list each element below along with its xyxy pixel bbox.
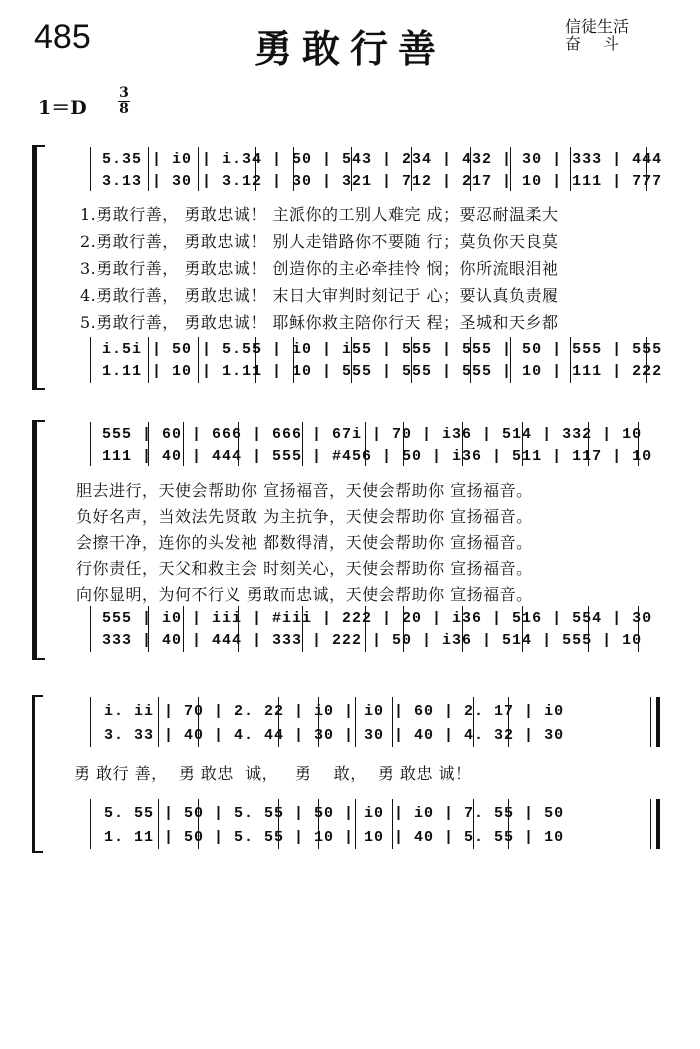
source-line-2: 奋斗 bbox=[565, 34, 642, 53]
hymn-number: 485 bbox=[34, 18, 91, 56]
lyric-verse-5: 5.勇敢行善， 勇敢忠诚！ 耶稣你救主陪你行天 程；圣城和天乡都 bbox=[80, 313, 559, 332]
system-brace bbox=[32, 420, 45, 660]
system-brace bbox=[32, 145, 45, 390]
lyric-verse-1: 1.勇敢行善， 勇敢忠诚！ 主派你的工别人难完 成；要忍耐温柔大 bbox=[80, 205, 559, 224]
final-barline bbox=[650, 799, 660, 849]
time-top: 3 bbox=[119, 85, 129, 101]
final-barline bbox=[650, 697, 660, 747]
score-system-1 bbox=[32, 145, 666, 390]
page-title: 勇敢行善 bbox=[253, 26, 446, 71]
lyric-verse-5: 向你显明，为何不行义 勇敢而忠诚，天使会帮助你 宣扬福音。 bbox=[76, 585, 533, 604]
alto-line: 3. 33 | 40 | 4. 44 | 30 | 30 | 40 | 4. 32 | 30 bbox=[104, 727, 565, 744]
score-system-3 bbox=[32, 695, 666, 853]
lyric-verse-2: 2.勇敢行善， 勇敢忠诚！ 别人走错路你不要随 行；莫负你天良莫 bbox=[80, 232, 559, 251]
tenor-line: 5. 55 | 50 | 5. 55 | 50 | i0 | i0 | 7. 55 | 50 bbox=[104, 805, 565, 822]
time-signature bbox=[118, 86, 130, 117]
soprano-line: 5.35 | i0 | i.34 | 50 | 543 | 234 | 432 | 30 | 333 | 444 bbox=[102, 151, 663, 168]
lyric-verse-2: 负好名声，当效法先贤敢 为主抗争，天使会帮助你 宣扬福音。 bbox=[76, 507, 533, 526]
lyric-verse-4: 行你责任，天父和救主会 时刻关心，天使会帮助你 宣扬福音。 bbox=[76, 559, 533, 578]
bass-line: 333 | 40 | 444 | 333 | 222 | 50 | i36 | 514 | 555 | 10 bbox=[102, 632, 643, 649]
lyric-verse-3: 3.勇敢行善， 勇敢忠诚！ 创造你的主必牵挂怜 悯；你所流眼泪祂 bbox=[80, 259, 559, 278]
bass-line: 1.11 | 10 | 1.11 | 10 | 555 | 555 | 555 | 10 | 111 | 222 bbox=[102, 363, 663, 380]
alto-line: 111 | 40 | 444 | 555 | #456 | 50 | i36 | 511 | 117 | 10 bbox=[102, 448, 653, 465]
time-bottom: 8 bbox=[119, 101, 129, 117]
lyric-refrain: 勇 敢行 善， 勇 敢忠 诚， 勇 敢， 勇 敢忠 诚！ bbox=[74, 764, 472, 783]
lyric-verse-3: 会擦干净，连你的头发祂 都数得清，天使会帮助你 宣扬福音。 bbox=[76, 533, 533, 552]
bass-line: 1. 11 | 50 | 5. 55 | 10 | 10 | 40 | 5. 55 | 10 bbox=[104, 829, 565, 846]
source-line-1: 信徒生活 bbox=[565, 17, 630, 36]
lyric-verse-4: 4.勇敢行善， 勇敢忠诚！ 末日大审判时刻记于 心；要认真负责履 bbox=[80, 286, 559, 305]
tenor-line: i.5i | 50 | 5.55 | i0 | i55 | 555 | 555 | 50 | 555 | 555 bbox=[102, 341, 663, 358]
score-system-2 bbox=[32, 420, 666, 660]
lyric-verse-1: 胆去进行，天使会帮助你 宣扬福音，天使会帮助你 宣扬福音。 bbox=[76, 481, 533, 500]
tenor-line: 555 | i0 | iii | #iii | 222 | 20 | i36 | 516 | 554 | 30 bbox=[102, 610, 653, 627]
alto-line: 3.13 | 30 | 3.12 | 30 | 321 | 712 | 217 | 10 | 111 | 777 bbox=[102, 173, 663, 190]
soprano-line: 555 | 60 | 666 | 666 | 67i | 70 | i36 | 514 | 332 | 10 bbox=[102, 426, 643, 443]
source-credit bbox=[565, 18, 641, 52]
key-signature: 1＝D bbox=[38, 97, 87, 119]
system-brace bbox=[32, 695, 43, 853]
soprano-line: i. ii | 70 | 2. 22 | i0 | i0 | 60 | 2. 17 | i0 bbox=[104, 703, 565, 720]
